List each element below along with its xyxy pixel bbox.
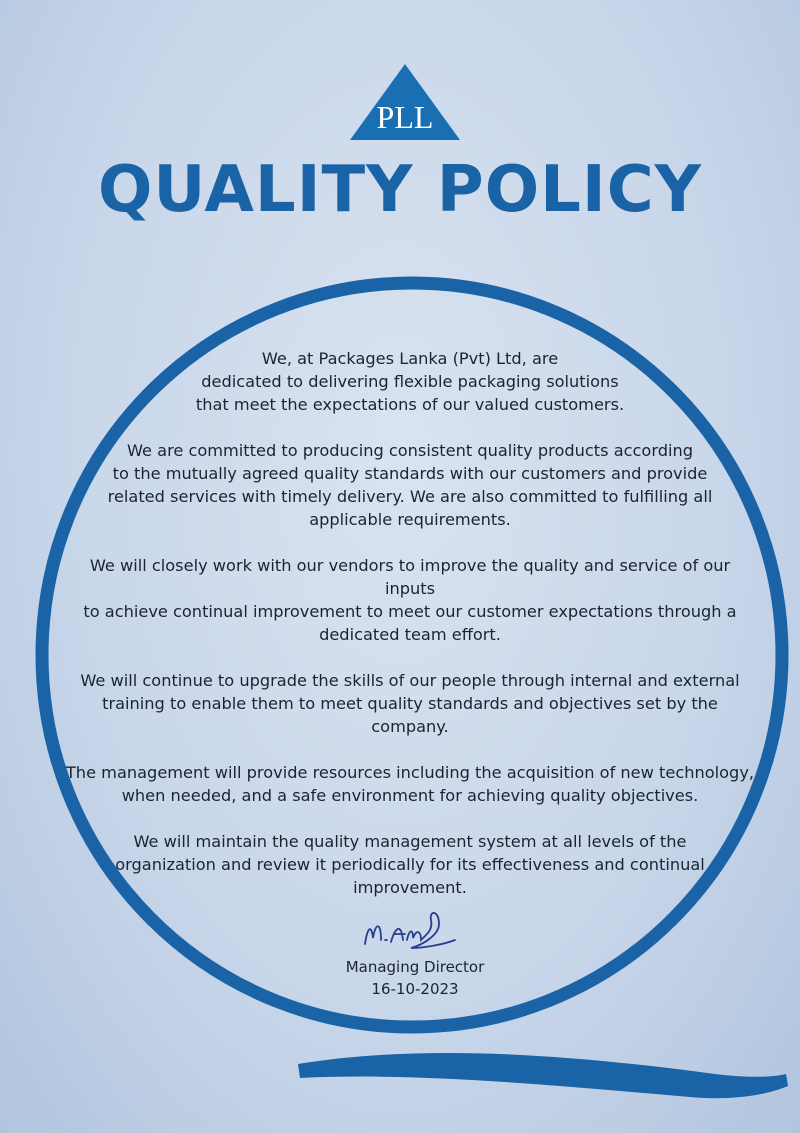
signature [355, 900, 475, 956]
policy-paragraph: We, at Packages Lanka (Pvt) Ltd, are dedicated to delivering flexible packaging solutions that meet the expectations of our valued customers. [195, 349, 625, 414]
policy-paragraph: We will closely work with our vendors to improve the quality and service of our inputs to achieve continual improvement to meet our customer expectations through a dedicated team effort. [83, 556, 737, 644]
policy-paragraph: We will continue to upgrade the skills of our people through internal and external training to enable them to meet quality standards and objectives set by the company. [80, 671, 740, 736]
logo-text: PLL [376, 99, 434, 135]
page-title: QUALITY POLICY [97, 153, 703, 227]
q-tail [298, 1053, 788, 1098]
policy-paragraph: We are committed to producing consistent quality products according to the mutually agreed quality standards with our customers and provide related services with timely delivery. We are also committed to fulfilling all applicable requirements. [107, 441, 713, 529]
policy-paragraph: The management will provide resources including the acquisition of new technology, when needed, and a safe environment for achieving quality objectives. [65, 763, 755, 805]
signature-block [300, 900, 530, 1000]
policy-paragraph: We will maintain the quality management system at all levels of the organization and review it periodically for its effectiveness and continual improvement. [115, 832, 705, 897]
signature-date: 16-10-2023 [371, 980, 459, 998]
pll-logo [350, 64, 460, 140]
signatory-title: Managing Director [345, 958, 485, 976]
policy-body [65, 347, 755, 922]
